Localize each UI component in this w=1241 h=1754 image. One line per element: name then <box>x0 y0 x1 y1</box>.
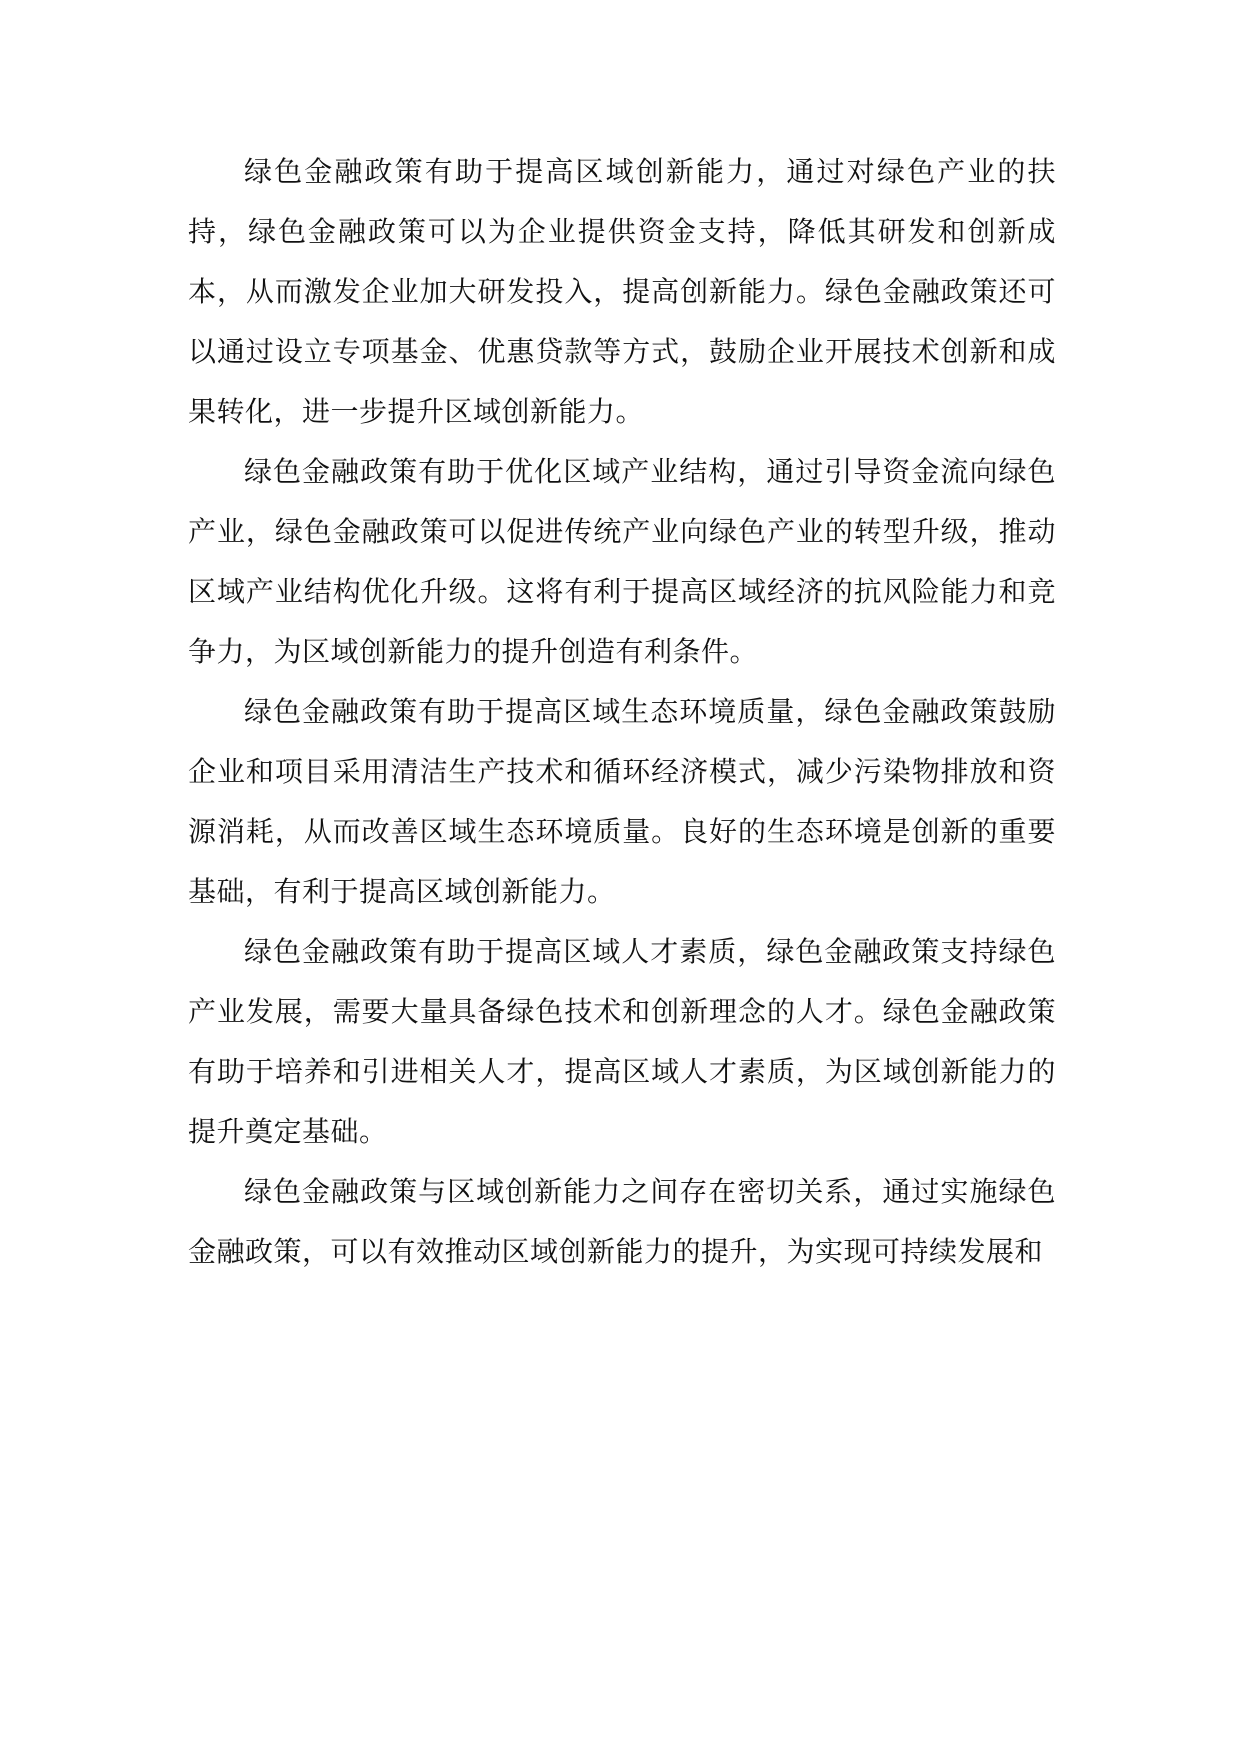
document-body <box>188 142 1056 1282</box>
paragraph-industrial-structure: 绿色金融政策有助于优化区域产业结构，通过引导资金流向绿色产业，绿色金融政策可以促进传统产业向绿色产业的转型升级，推动区域产业结构优化升级。这将有利于提高区域经济的抗风险能力和竞争力，为区域创新能力的提升创造有利条件。 <box>188 455 1056 668</box>
paragraph-ecological-environment: 绿色金融政策有助于提高区域生态环境质量，绿色金融政策鼓励企业和项目采用清洁生产技术和循环经济模式，减少污染物排放和资源消耗，从而改善区域生态环境质量。良好的生态环境是创新的重要基础，有利于提高区域创新能力。 <box>188 695 1056 908</box>
paragraph-talent-quality: 绿色金融政策有助于提高区域人才素质，绿色金融政策支持绿色产业发展，需要大量具备绿色技术和创新理念的人才。绿色金融政策有助于培养和引进相关人才，提高区域人才素质，为区域创新能力的提升奠定基础。 <box>188 935 1056 1148</box>
paragraph-innovation-capacity: 绿色金融政策有助于提高区域创新能力，通过对绿色产业的扶持，绿色金融政策可以为企业提供资金支持，降低其研发和创新成本，从而激发企业加大研发投入，提高创新能力。绿色金融政策还可以通过设立专项基金、优惠贷款等方式，鼓励企业开展技术创新和成果转化，进一步提升区域创新能力。 <box>188 155 1056 428</box>
paragraph-conclusion: 绿色金融政策与区域创新能力之间存在密切关系，通过实施绿色金融政策，可以有效推动区域创新能力的提升，为实现可持续发展和 <box>188 1175 1056 1268</box>
